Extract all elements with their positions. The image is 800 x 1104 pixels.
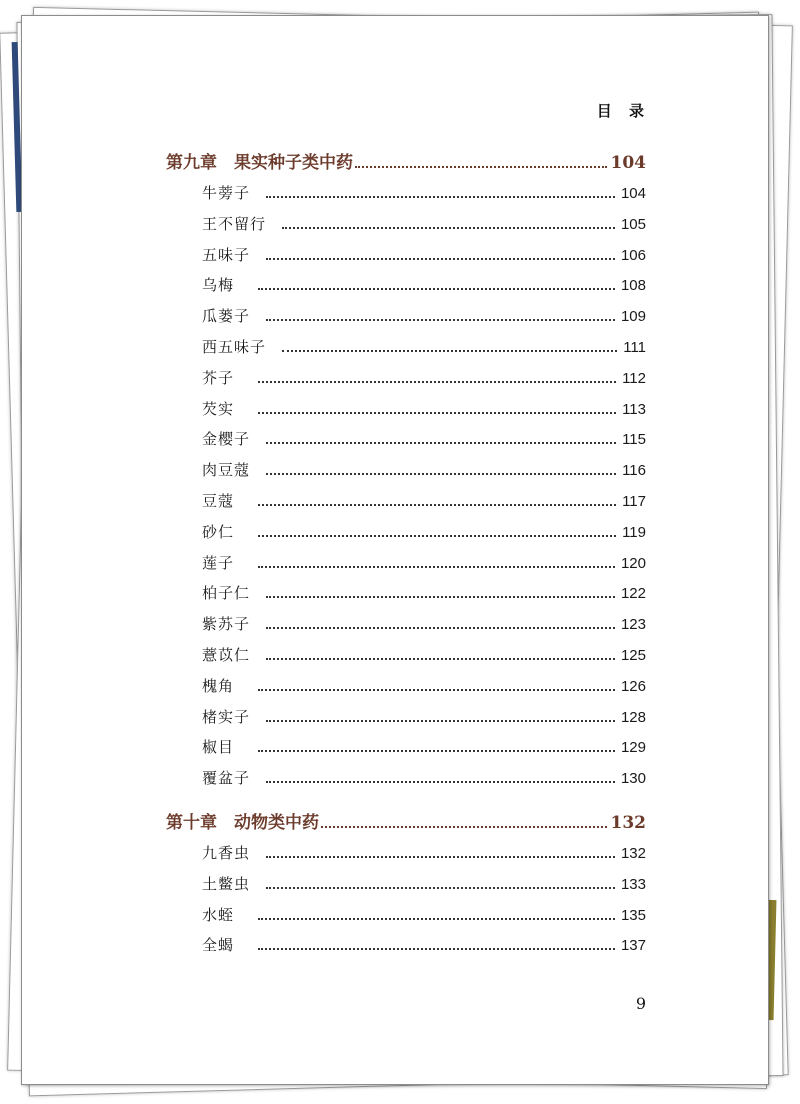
entry-title: 薏苡仁 [202, 645, 251, 664]
toc-entry[interactable] [166, 904, 646, 935]
dot-leader [258, 918, 615, 920]
entry-title: 全蝎 [202, 936, 235, 955]
dot-leader [266, 720, 615, 722]
chapter-heading[interactable] [166, 148, 646, 176]
dot-leader [321, 826, 607, 828]
entry-title: 芥子 [202, 368, 235, 387]
entry-title: 紫苏子 [202, 615, 251, 634]
toc-entry[interactable] [166, 873, 646, 904]
dot-leader [258, 566, 615, 568]
dot-leader [266, 196, 615, 198]
entry-title: 牛蒡子 [202, 184, 251, 202]
entry-title: 覆盆子 [202, 769, 251, 788]
entry-title: 楮实子 [202, 707, 251, 726]
dot-leader [258, 381, 616, 383]
entry-title: 芡实 [202, 399, 235, 418]
dot-leader [258, 412, 616, 414]
toc-page [21, 15, 769, 1085]
toc-entry[interactable] [166, 398, 646, 429]
dot-leader [258, 504, 616, 506]
dot-leader [266, 627, 615, 629]
entry-page-number: 129 [620, 739, 646, 757]
chapter-title: 第九章 果实种子类中药 [166, 153, 353, 173]
entry-page-number: 106 [620, 246, 646, 264]
entry-page-number: 130 [620, 770, 646, 788]
toc-entry[interactable] [166, 675, 646, 706]
entry-title: 砂仁 [202, 522, 235, 541]
entry-page-number: 125 [620, 646, 646, 664]
dot-leader [258, 689, 615, 691]
dot-leader [266, 473, 616, 475]
toc-entry[interactable] [166, 934, 646, 965]
dot-leader [258, 948, 615, 950]
entry-title: 水蛭 [202, 905, 235, 924]
entry-page-number: 135 [620, 906, 646, 924]
entry-page-number: 112 [622, 369, 646, 387]
toc-entry[interactable] [166, 336, 646, 367]
dot-leader [266, 658, 615, 660]
toc-entry[interactable] [166, 736, 646, 767]
entry-page-number: 117 [622, 492, 646, 510]
toc-entry[interactable] [166, 842, 646, 873]
entry-title: 土鳖虫 [202, 874, 251, 893]
chapter-spacer [166, 798, 646, 808]
toc-entry[interactable] [166, 613, 646, 644]
entry-page-number: 105 [620, 215, 646, 233]
entry-title: 西五味子 [202, 337, 267, 356]
chapter-heading[interactable] [166, 808, 646, 836]
toc-entry[interactable] [166, 459, 646, 490]
entry-page-number: 113 [622, 400, 646, 418]
toc-entry[interactable] [166, 182, 646, 213]
dot-leader [258, 750, 615, 752]
dot-leader [266, 596, 615, 598]
dot-leader [355, 166, 607, 168]
entry-title: 九香虫 [202, 843, 251, 862]
toc-entry[interactable] [166, 305, 646, 336]
entry-title: 椒目 [202, 738, 235, 757]
running-head: 目 录 [596, 102, 650, 120]
chapter-page-number: 132 [610, 812, 646, 833]
entry-page-number: 122 [620, 585, 646, 603]
entry-page-number: 120 [620, 554, 646, 572]
dot-leader [266, 319, 615, 321]
entry-title: 乌梅 [202, 276, 235, 295]
toc-entry[interactable] [166, 521, 646, 552]
entry-title: 王不留行 [202, 214, 267, 233]
toc-entry[interactable] [166, 244, 646, 275]
dot-leader [258, 535, 616, 537]
entry-page-number: 123 [620, 616, 646, 634]
entry-page-number: 137 [620, 937, 646, 955]
toc-entry[interactable] [166, 428, 646, 459]
toc-entry[interactable] [166, 644, 646, 675]
entry-title: 金樱子 [202, 430, 251, 449]
entry-page-number: 108 [620, 277, 646, 295]
page-number: 9 [635, 994, 646, 1013]
toc-entry[interactable] [166, 274, 646, 305]
dot-leader [266, 887, 615, 889]
entry-page-number: 128 [620, 708, 646, 726]
entry-page-number: 133 [620, 875, 646, 893]
chapter-page-number: 104 [610, 153, 646, 173]
entry-page-number: 104 [620, 185, 646, 202]
toc-entry[interactable] [166, 213, 646, 244]
entry-title: 豆蔻 [202, 491, 235, 510]
entry-page-number: 111 [623, 338, 646, 356]
dot-leader [282, 227, 615, 229]
dot-leader [266, 442, 616, 444]
dot-leader [266, 856, 615, 858]
entry-page-number: 132 [620, 844, 646, 862]
entry-title: 柏子仁 [202, 584, 251, 603]
toc-entry[interactable] [166, 552, 646, 583]
dot-leader [282, 350, 617, 352]
entry-title: 莲子 [202, 553, 235, 572]
toc-entry[interactable] [166, 490, 646, 521]
entry-page-number: 115 [622, 431, 646, 449]
toc-entry[interactable] [166, 582, 646, 613]
dot-leader [258, 288, 615, 290]
table-of-contents [166, 148, 646, 965]
toc-entry[interactable] [166, 767, 646, 798]
entry-title: 五味子 [202, 245, 251, 264]
toc-entry[interactable] [166, 367, 646, 398]
toc-entry[interactable] [166, 706, 646, 737]
dot-leader [266, 258, 615, 260]
dot-leader [266, 781, 615, 783]
entry-page-number: 126 [620, 677, 646, 695]
entry-title: 瓜蒌子 [202, 307, 251, 326]
entry-page-number: 119 [622, 523, 646, 541]
chapter-title: 第十章 动物类中药 [166, 812, 319, 833]
entry-page-number: 116 [622, 462, 646, 480]
entry-title: 肉豆蔻 [202, 461, 251, 480]
entry-page-number: 109 [620, 308, 646, 326]
entry-title: 槐角 [202, 676, 235, 695]
